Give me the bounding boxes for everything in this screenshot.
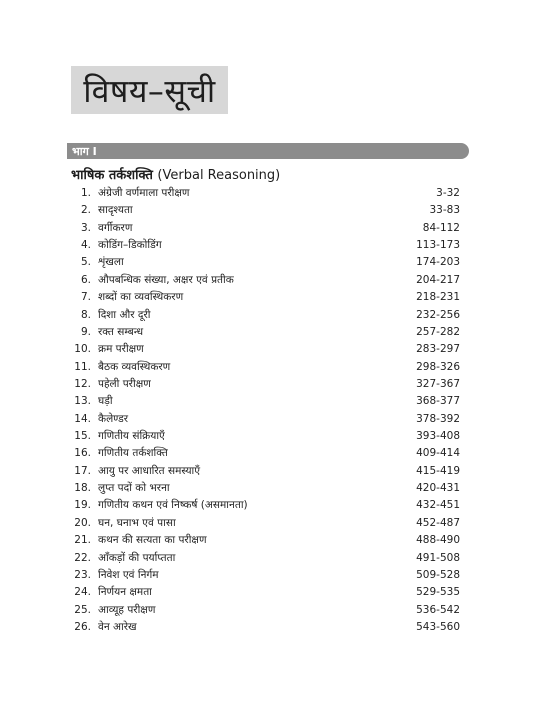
toc-entry[interactable]: [72, 602, 460, 619]
toc-entry-title: सादृश्यता: [98, 204, 133, 217]
toc-entry-pages: 509-528: [416, 568, 460, 581]
toc-entry[interactable]: [72, 376, 460, 393]
toc-entry[interactable]: [72, 584, 460, 601]
toc-entry-title: बैठक व्यवस्थिकरण: [98, 360, 171, 373]
section-heading: [71, 165, 280, 183]
toc-entry-pages: 283-297: [416, 343, 460, 356]
toc-entry-title: कैलेण्डर: [98, 412, 129, 425]
toc-entry[interactable]: [72, 289, 460, 306]
toc-entry-number: 3.: [80, 221, 91, 234]
toc-entry[interactable]: [72, 202, 460, 219]
toc-entry-title: गणितीय संक्रियाएँ: [98, 430, 165, 443]
toc-entry[interactable]: [72, 324, 460, 341]
toc-entry-pages: 393-408: [416, 430, 460, 443]
toc-entry-pages: 174-203: [416, 256, 460, 269]
toc-entry-number: 13.: [74, 395, 91, 408]
toc-entry[interactable]: [72, 359, 460, 376]
toc-entry-title: अंग्रेजी वर्णमाला परीक्षण: [98, 187, 190, 199]
toc-entry-title: रक्त सम्बन्ध: [98, 325, 144, 338]
toc-entry[interactable]: [72, 445, 460, 462]
toc-entry-pages: 420-431: [416, 482, 460, 495]
toc-entry-pages: 298-326: [416, 360, 460, 373]
toc-entry[interactable]: [72, 480, 460, 497]
toc-entry[interactable]: [72, 567, 460, 584]
toc-entry-number: 22.: [74, 551, 91, 564]
toc-entry-pages: 84-112: [422, 221, 460, 234]
toc-entry-title: औपबन्धिक संख्या, अक्षर एवं प्रतीक: [98, 273, 234, 286]
toc-entry[interactable]: [72, 411, 460, 428]
toc-entry-title: शब्दों का व्यवस्थिकरण: [98, 291, 184, 304]
toc-entry-title: शृंखला: [98, 256, 124, 269]
title-box: [71, 66, 228, 114]
toc-entry-pages: 543-560: [416, 620, 460, 633]
toc-entry-number: 23.: [74, 568, 91, 581]
toc-entry-title: वर्गीकरण: [98, 221, 133, 234]
toc-entry-number: 10.: [74, 343, 91, 356]
toc-entry-pages: 368-377: [416, 395, 460, 408]
toc-entry[interactable]: [72, 254, 460, 271]
toc-entry-title: घड़ी: [98, 395, 113, 408]
toc-entry-number: 1.: [80, 187, 91, 199]
toc-entry-number: 11.: [74, 360, 91, 373]
toc-entry-title: निर्णयन क्षमता: [98, 586, 152, 599]
toc-entry-pages: 415-419: [416, 464, 460, 477]
toc-entry-title: गणितीय कथन एवं निष्कर्ष (असमानता): [98, 499, 248, 512]
toc-entry-title: लुप्त पदों को भरना: [98, 482, 170, 495]
toc-entry-pages: 204-217: [416, 273, 460, 286]
toc-entry-pages: 452-487: [416, 516, 460, 529]
toc-entry-title: पहेली परीक्षण: [98, 377, 151, 390]
toc-entry-number: 20.: [74, 516, 91, 529]
toc-entry-number: 26.: [74, 620, 91, 633]
toc-entry-number: 15.: [74, 430, 91, 443]
toc-entry[interactable]: [72, 272, 460, 289]
toc-entry-pages: 536-542: [416, 603, 460, 616]
toc-entry-number: 8.: [80, 308, 91, 321]
toc-entry[interactable]: [72, 619, 460, 636]
toc-entry-pages: 218-231: [416, 291, 460, 304]
toc-entry[interactable]: [72, 497, 460, 514]
toc-entry[interactable]: [72, 185, 460, 202]
toc-entry-title: आव्यूह परीक्षण: [98, 603, 156, 616]
toc-entry-pages: 232-256: [416, 308, 460, 321]
section-title-hindi: भाषिक तर्कशक्ति: [71, 168, 153, 183]
toc-entry-number: 9.: [80, 325, 91, 338]
table-of-contents: [72, 185, 460, 636]
toc-entry-pages: 432-451: [416, 499, 460, 512]
section-title-english: (Verbal Reasoning): [157, 168, 281, 183]
toc-entry-pages: 529-535: [416, 586, 460, 599]
toc-entry[interactable]: [72, 220, 460, 237]
toc-entry-title: कोडिंग–डिकोडिंग: [98, 239, 162, 252]
toc-entry[interactable]: [72, 237, 460, 254]
toc-entry-number: 24.: [74, 586, 91, 599]
toc-entry[interactable]: [72, 550, 460, 567]
toc-entry-number: 6.: [80, 273, 91, 286]
toc-entry-pages: 409-414: [416, 447, 460, 460]
toc-entry-title: आँकड़ों की पर्याप्तता: [98, 551, 176, 564]
toc-entry[interactable]: [72, 393, 460, 410]
part-header-bar: [67, 143, 469, 159]
toc-entry-pages: 378-392: [416, 412, 460, 425]
toc-entry[interactable]: [72, 428, 460, 445]
toc-entry-number: 4.: [80, 239, 91, 252]
toc-entry[interactable]: [72, 307, 460, 324]
toc-entry-number: 16.: [74, 447, 91, 460]
toc-entry-pages: 491-508: [416, 551, 460, 564]
toc-entry-title: क्रम परीक्षण: [98, 343, 144, 356]
toc-entry-pages: 113-173: [416, 239, 460, 252]
toc-entry-pages: 3-32: [436, 187, 460, 199]
toc-entry-title: दिशा और दूरी: [98, 308, 151, 321]
toc-entry[interactable]: [72, 463, 460, 480]
toc-entry-pages: 327-367: [416, 377, 460, 390]
toc-entry[interactable]: [72, 515, 460, 532]
toc-entry-number: 2.: [80, 204, 91, 217]
toc-entry-number: 12.: [74, 377, 91, 390]
toc-entry-title: गणितीय तर्कशक्ति: [98, 447, 168, 460]
toc-entry-title: वेन आरेख: [98, 620, 137, 633]
toc-entry-title: घन, घनाभ एवं पासा: [98, 516, 176, 529]
part-label: भाग I: [72, 145, 97, 158]
toc-entry-number: 19.: [74, 499, 91, 512]
toc-entry-pages: 33-83: [429, 204, 460, 217]
toc-entry-number: 21.: [74, 534, 91, 547]
toc-entry-number: 7.: [80, 291, 91, 304]
toc-entry-pages: 257-282: [416, 325, 460, 338]
toc-entry-number: 5.: [80, 256, 91, 269]
toc-entry-title: आयु पर आधारित समस्याएँ: [98, 464, 201, 477]
toc-entry[interactable]: [72, 532, 460, 549]
page-title: विषय–सूची: [83, 71, 216, 110]
toc-entry-number: 18.: [74, 482, 91, 495]
toc-entry-pages: 488-490: [416, 534, 460, 547]
toc-entry-title: निवेश एवं निर्गम: [98, 568, 159, 581]
toc-entry-title: कथन की सत्यता का परीक्षण: [98, 534, 207, 547]
toc-entry-number: 17.: [74, 464, 91, 477]
toc-entry[interactable]: [72, 341, 460, 358]
toc-entry-number: 14.: [74, 412, 91, 425]
toc-entry-number: 25.: [74, 603, 91, 616]
